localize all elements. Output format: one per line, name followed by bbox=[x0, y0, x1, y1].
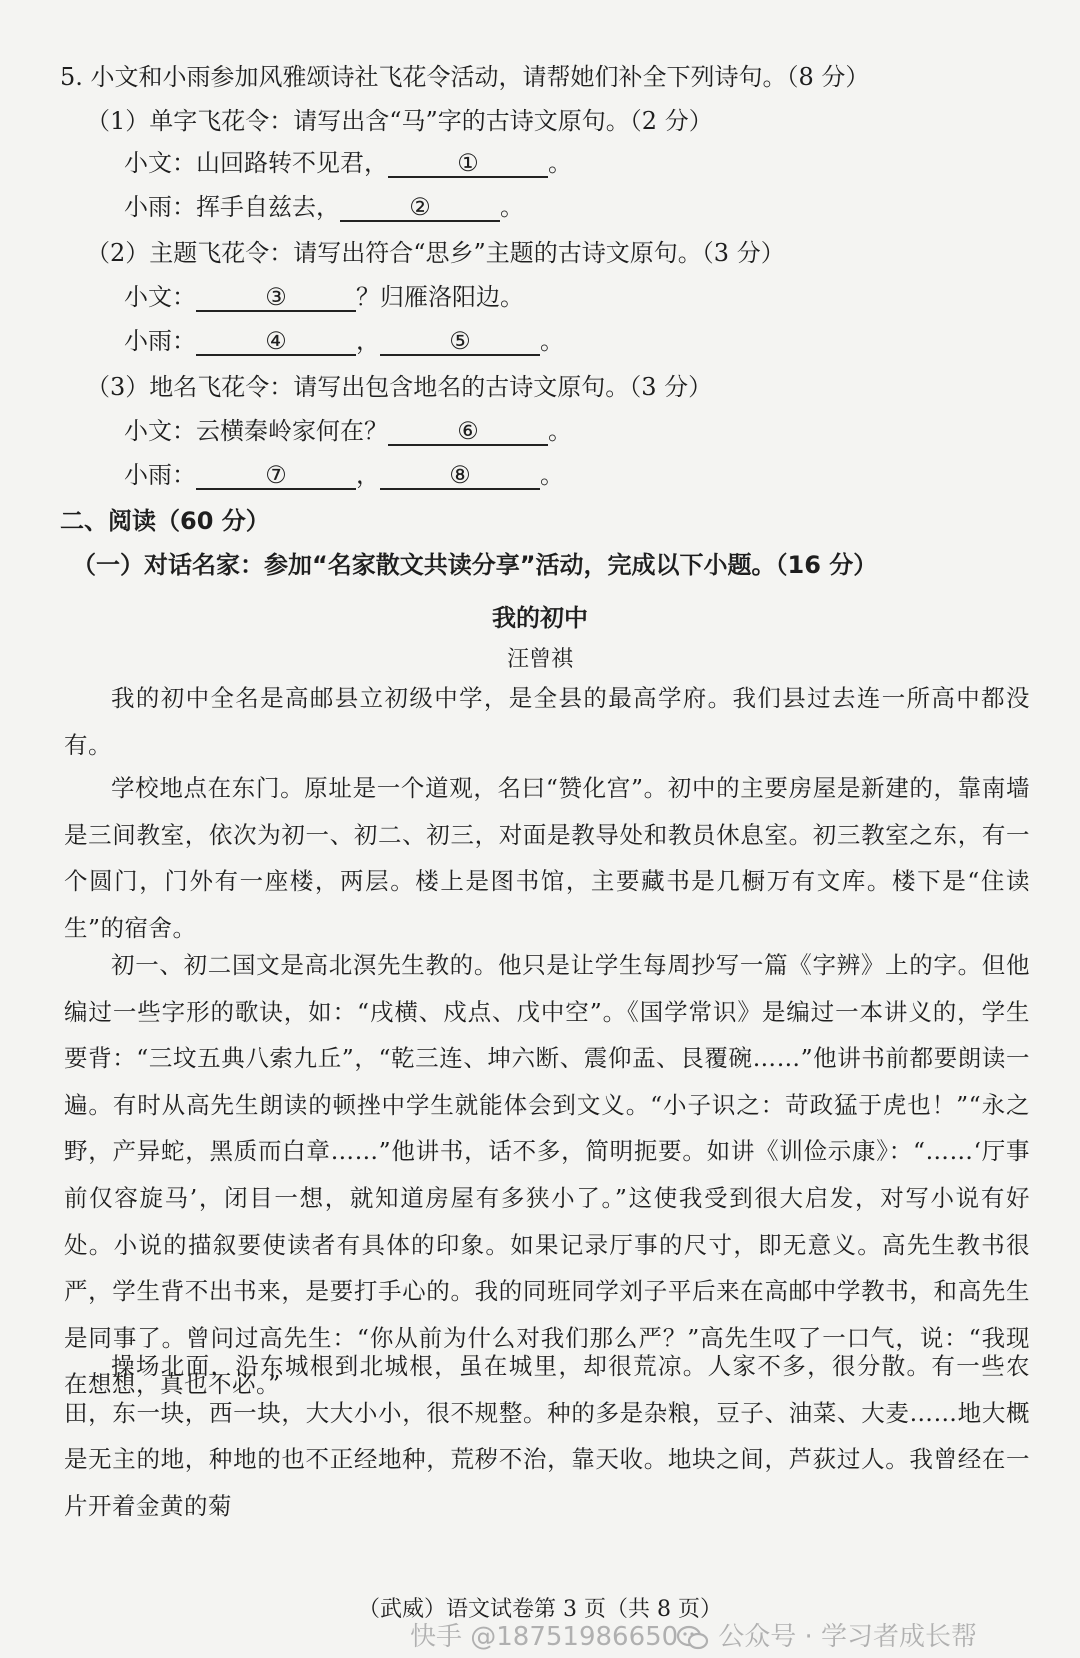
part2-xiaowen-suffix: ？归雁洛阳边。 bbox=[356, 283, 524, 311]
punct: ， bbox=[356, 327, 380, 355]
part2-xiaoyu-line bbox=[124, 326, 564, 356]
answer-blank-4[interactable]: ④ bbox=[196, 326, 356, 356]
answer-blank-3[interactable]: ③ bbox=[196, 282, 356, 312]
wechat-watermark-text: 公众号 · 学习者成长帮 bbox=[718, 1622, 978, 1652]
answer-blank-2[interactable]: ② bbox=[340, 192, 500, 222]
punct: 。 bbox=[540, 327, 564, 355]
answer-blank-6[interactable]: ⑥ bbox=[388, 416, 548, 446]
answer-blank-8[interactable]: ⑧ bbox=[380, 460, 540, 490]
punct: 。 bbox=[500, 193, 524, 221]
part1-xiaoyu-line bbox=[124, 192, 524, 222]
answer-blank-5[interactable]: ⑤ bbox=[380, 326, 540, 356]
part2-label: （2）主题飞花令：请写出符合“思乡”主题的古诗文原句。（3 分） bbox=[86, 239, 785, 267]
punct: 。 bbox=[548, 149, 572, 177]
article-title: 我的初中 bbox=[492, 604, 588, 632]
question-5-stem: 5. 小文和小雨参加风雅颂诗社飞花令活动，请帮她们补全下列诗句。（8 分） bbox=[60, 63, 870, 91]
answer-blank-7[interactable]: ⑦ bbox=[196, 460, 356, 490]
part3-xiaoyu-prefix: 小雨： bbox=[124, 461, 196, 489]
punct: 。 bbox=[540, 461, 564, 489]
article-paragraph-2: 学校地点在东门。原址是一个道观，名曰“赞化宫”。初中的主要房屋是新建的，靠南墙是三间教室，依次为初一、初二、初三，对面是教导处和教员休息室。初三教室之东，有一个圆门，门外有一座楼，两层。楼上是图书馆，主要藏书是几橱万有文库。楼下是“住读生”的宿舍。 bbox=[64, 774, 1030, 942]
part2-xiaoyu-prefix: 小雨： bbox=[124, 327, 196, 355]
section-2-heading: 二、阅读（60 分） bbox=[60, 507, 270, 535]
answer-blank-1[interactable]: ① bbox=[388, 148, 548, 178]
part1-xiaowen-prefix: 小文：山回路转不见君， bbox=[124, 149, 388, 177]
article-author: 汪曾祺 bbox=[506, 647, 573, 672]
section-2-subheading: （一）对话名家：参加“名家散文共读分享”活动，完成以下小题。（16 分） bbox=[72, 551, 878, 579]
part3-label: （3）地名飞花令：请写出包含地名的古诗文原句。（3 分） bbox=[86, 373, 713, 401]
punct: 。 bbox=[548, 417, 572, 445]
part1-label: （1）单字飞花令：请写出含“马”字的古诗文原句。（2 分） bbox=[86, 107, 713, 135]
part2-xiaowen-prefix: 小文： bbox=[124, 283, 196, 311]
part3-xiaowen-line bbox=[124, 416, 572, 446]
kuaishou-watermark: 快手 @18751986650 bbox=[410, 1622, 679, 1652]
part1-xiaowen-line bbox=[124, 148, 572, 178]
wechat-icon bbox=[676, 1625, 710, 1651]
part3-xiaoyu-line bbox=[124, 460, 564, 490]
part1-xiaoyu-prefix: 小雨：挥手自兹去， bbox=[124, 193, 340, 221]
article-paragraph-1: 我的初中全名是高邮县立初级中学，是全县的最高学府。我们县过去连一所高中都没有。 bbox=[64, 684, 1030, 759]
wechat-watermark bbox=[676, 1616, 977, 1653]
punct: ， bbox=[356, 461, 380, 489]
article-paragraph-4: 操场北面，沿东城根到北城根，虽在城里，却很荒凉。人家不多，很分散。有一些农田，东一块，西一块，大大小小，很不规整。种的多是杂粮，豆子、油菜、大麦……地大概是无主的地，种地的也不正经地种，荒秽不治，靠天收。地块之间，芦荻过人。我曾经在一片开着金黄的菊 bbox=[64, 1352, 1030, 1520]
part3-xiaowen-prefix: 小文：云横秦岭家何在？ bbox=[124, 417, 388, 445]
part2-xiaowen-line bbox=[124, 282, 524, 312]
page-footer: （武威）语文试卷第 3 页（共 8 页） bbox=[358, 1597, 722, 1622]
article-paragraph-3: 初一、初二国文是高北溟先生教的。他只是让学生每周抄写一篇《字辨》上的字。但他编过一些字形的歌诀，如：“戌横、戍点、戊中空”。《国学常识》是编过一本讲义的，学生要背：“三坟五典八索九丘”，“乾三连、坤六断、震仰盂、艮覆碗……”他讲书前都要朗读一遍。有时从高先生朗读的顿挫中学生就能体会到文义。“小子识之：苛政猛于虎也！”“永之野，产异蛇，黑质而白章……”他讲书，话不多，简明扼要。如讲《训俭示康》：“……‘厅事前仅容旋马’，闭目一想，就知道房屋有多狭小了。”这使我受到很大启发，对写小说有好处。小说的描叙要使读者有具体的印象。如果记录厅事的尺寸，即无意义。高先生教书很严，学生背不出书来，是要打手心的。我的同班同学刘子平后来在高邮中学教书，和高先生是同事了。曾问过高先生：“你从前为什么对我们那么严？”高先生叹了一口气，说：“我现在想想，真也不必。” bbox=[64, 951, 1030, 1399]
